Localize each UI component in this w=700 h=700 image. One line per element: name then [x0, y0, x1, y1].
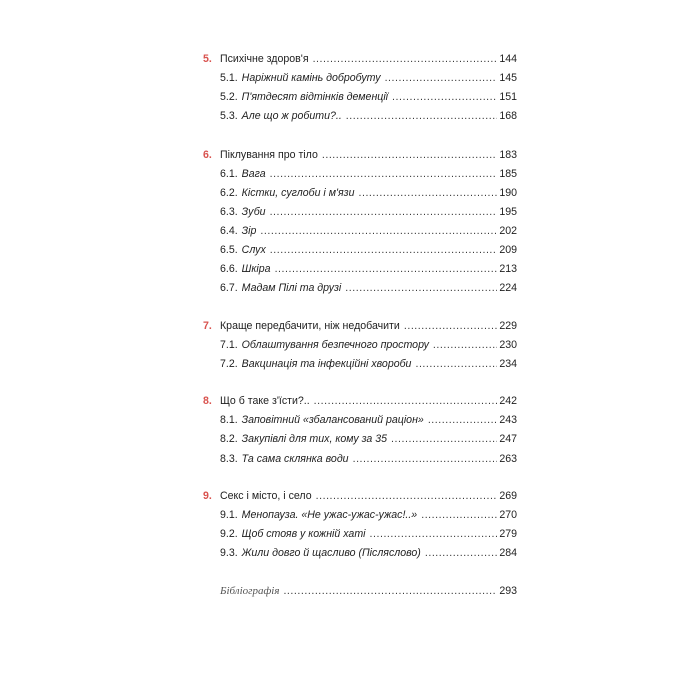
- entry-number: 6.2.: [220, 187, 238, 199]
- page-number: 293: [499, 585, 517, 597]
- entry-title: П'ятдесят відтінків деменції: [241, 91, 389, 103]
- entry-number: 7.1.: [220, 339, 238, 351]
- leader-dots: [385, 70, 497, 86]
- entry-number: 8.1.: [220, 414, 238, 426]
- chapter-title: Що б таке з'їсти?..: [220, 395, 310, 407]
- page-number: 263: [499, 453, 517, 465]
- entry-number: 8.2.: [220, 433, 238, 445]
- toc-entry-5-2[interactable]: [220, 89, 517, 105]
- page-number: 229: [499, 320, 517, 332]
- page-number: 279: [499, 528, 517, 540]
- toc-entry-8-2[interactable]: [220, 431, 517, 447]
- leader-dots: [260, 223, 497, 239]
- entry-title: Але що ж робити?..: [241, 110, 342, 122]
- entry-title: Та сама склянка води: [241, 453, 349, 465]
- toc-entry-9-3[interactable]: [220, 545, 517, 561]
- entry-title: Вакцинація та інфекційні хвороби: [241, 358, 412, 370]
- entry-title: Зуби: [241, 206, 266, 218]
- entry-title: Наріжний камінь добробуту: [241, 72, 381, 84]
- leader-dots: [358, 185, 497, 201]
- entry-number: 6.1.: [220, 168, 238, 180]
- entry-number: 9.2.: [220, 528, 238, 540]
- chapter-title: Секс і місто, і село: [220, 490, 312, 502]
- leader-dots: [433, 337, 497, 353]
- chapter-title: Психічне здоров'я: [220, 53, 309, 65]
- toc-entry-8-3[interactable]: [220, 451, 517, 467]
- page-number: 190: [499, 187, 517, 199]
- entry-title: Зір: [241, 225, 257, 237]
- bibliography-title: Бібліографія: [220, 585, 280, 597]
- page-number: 247: [499, 433, 517, 445]
- entry-title: Менопауза. «Не ужас-ужас-ужас!..»: [241, 509, 418, 521]
- leader-dots: [322, 147, 497, 163]
- leader-dots: [346, 108, 497, 124]
- entry-title: Кістки, суглоби і м'язи: [241, 187, 355, 199]
- leader-dots: [428, 412, 497, 428]
- toc-entry-5-3[interactable]: [220, 108, 517, 124]
- toc-chapter-8[interactable]: [203, 393, 517, 409]
- chapter-number: 5.: [203, 53, 212, 65]
- page-number: 269: [499, 490, 517, 502]
- chapter-title: Краще передбачити, ніж недобачити: [220, 320, 400, 332]
- leader-dots: [270, 204, 497, 220]
- leader-dots: [425, 545, 497, 561]
- toc-entry-6-4[interactable]: [220, 223, 517, 239]
- toc-entry-7-2[interactable]: [220, 356, 517, 372]
- leader-dots: [404, 318, 497, 334]
- page-number: 151: [499, 91, 517, 103]
- chapter-number: 6.: [203, 149, 212, 161]
- entry-number: 8.3.: [220, 453, 238, 465]
- entry-number: 6.3.: [220, 206, 238, 218]
- page-number: 243: [499, 414, 517, 426]
- page-number: 209: [499, 244, 517, 256]
- entry-number: 6.6.: [220, 263, 238, 275]
- entry-number: 5.1.: [220, 72, 238, 84]
- toc-entry-5-1[interactable]: [220, 70, 517, 86]
- page-number: 185: [499, 168, 517, 180]
- leader-dots: [283, 583, 497, 599]
- chapter-number: 9.: [203, 490, 212, 502]
- entry-number: 9.1.: [220, 509, 238, 521]
- leader-dots: [314, 393, 497, 409]
- entry-number: 7.2.: [220, 358, 238, 370]
- page-number: 284: [499, 547, 517, 559]
- page-number: 144: [499, 53, 517, 65]
- page-number: 168: [499, 110, 517, 122]
- chapter-number: 8.: [203, 395, 212, 407]
- toc-chapter-5[interactable]: [203, 51, 517, 67]
- leader-dots: [270, 242, 497, 258]
- toc-entry-6-1[interactable]: [220, 166, 517, 182]
- entry-title: Слух: [241, 244, 266, 256]
- leader-dots: [391, 431, 497, 447]
- entry-title: Щоб стояв у кожній хаті: [241, 528, 366, 540]
- leader-dots: [370, 526, 498, 542]
- page-number: 202: [499, 225, 517, 237]
- leader-dots: [316, 488, 497, 504]
- toc-chapter-6[interactable]: [203, 147, 517, 163]
- toc-entry-6-3[interactable]: [220, 204, 517, 220]
- toc-entry-6-2[interactable]: [220, 185, 517, 201]
- leader-dots: [392, 89, 497, 105]
- leader-dots: [415, 356, 497, 372]
- entry-number: 5.3.: [220, 110, 238, 122]
- leader-dots: [275, 261, 497, 277]
- entry-title: Закупівлі для тих, кому за 35: [241, 433, 388, 445]
- leader-dots: [345, 280, 497, 296]
- page-number: 224: [499, 282, 517, 294]
- leader-dots: [421, 507, 497, 523]
- page-number: 230: [499, 339, 517, 351]
- page-number: 195: [499, 206, 517, 218]
- entry-number: 6.7.: [220, 282, 238, 294]
- entry-title: Мадам Пілі та друзі: [241, 282, 342, 294]
- chapter-number: 7.: [203, 320, 212, 332]
- toc-entry-9-2[interactable]: [220, 526, 517, 542]
- entry-title: Заповітний «збалансований раціон»: [241, 414, 424, 426]
- entry-number: 6.5.: [220, 244, 238, 256]
- toc-entry-6-6[interactable]: [220, 261, 517, 277]
- leader-dots: [313, 51, 497, 67]
- toc-chapter-7[interactable]: [203, 318, 517, 334]
- toc-entry-6-7[interactable]: [220, 280, 517, 296]
- entry-number: 9.3.: [220, 547, 238, 559]
- toc-entry-9-1[interactable]: [220, 507, 517, 523]
- page-number: 145: [499, 72, 517, 84]
- page-number: 183: [499, 149, 517, 161]
- entry-title: Шкіра: [241, 263, 271, 275]
- toc-entry-6-5[interactable]: [220, 242, 517, 258]
- entry-number: 5.2.: [220, 91, 238, 103]
- entry-title: Облаштування безпечного простору: [241, 339, 429, 351]
- page-number: 242: [499, 395, 517, 407]
- entry-title: Вага: [241, 168, 266, 180]
- toc-entry-7-1[interactable]: [220, 337, 517, 353]
- entry-title: Жили довго й щасливо (Післяслово): [241, 547, 421, 559]
- page-number: 213: [499, 263, 517, 275]
- chapter-title: Піклування про тіло: [220, 149, 318, 161]
- toc-chapter-9[interactable]: [203, 488, 517, 504]
- entry-number: 6.4.: [220, 225, 238, 237]
- leader-dots: [353, 451, 497, 467]
- toc-entry-8-1[interactable]: [220, 412, 517, 428]
- page-number: 270: [499, 509, 517, 521]
- page-number: 234: [499, 358, 517, 370]
- leader-dots: [270, 166, 497, 182]
- toc-bibliography[interactable]: [220, 583, 517, 599]
